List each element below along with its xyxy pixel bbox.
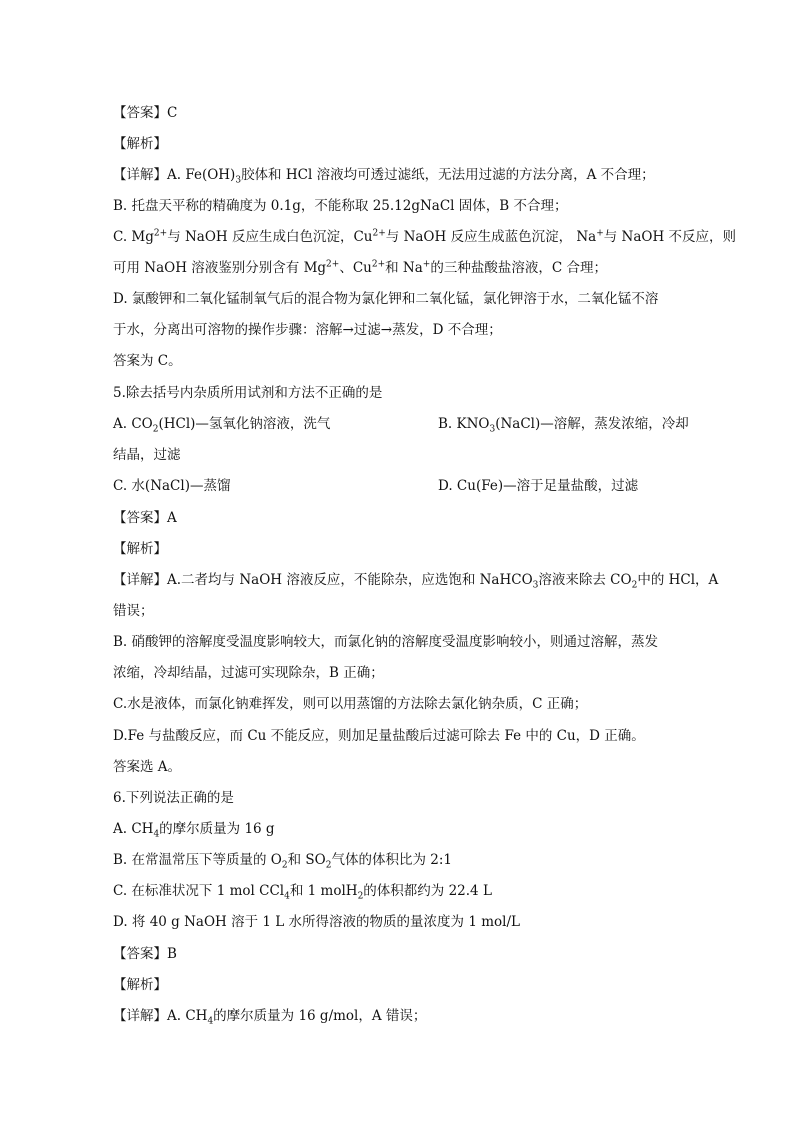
detail-line <box>113 320 502 340</box>
superscript: 2+ <box>372 228 386 239</box>
text-run: A. CO <box>113 416 153 432</box>
subscript: 3 <box>489 424 496 435</box>
text-run: 胶体和 HCl 溶液均可透过滤纸，无法用过滤的方法分离，A 不合理； <box>241 167 655 183</box>
answer-text: 【答案】B <box>113 946 177 962</box>
text-run: D.Fe 与盐酸反应，而 Cu 不能反应，则加足量盐酸后过滤可除去 Fe 中的 Cu，D 正确。 <box>113 728 645 744</box>
text-run: 答案选 A。 <box>113 759 182 775</box>
option-b <box>113 850 452 870</box>
superscript: 2+ <box>153 228 168 239</box>
text-run: B. 在常温常压下等质量的 O <box>113 852 282 868</box>
detail-line <box>113 196 568 216</box>
text-run: C.水是液体，而氯化钠难挥发，则可以用蒸馏的方法除去氯化钠杂质，C 正确； <box>113 696 588 712</box>
answer-label <box>113 944 177 964</box>
answer-label <box>113 508 177 528</box>
text-run: (HCl)—氢氧化钠溶液，洗气 <box>158 416 331 432</box>
option-d <box>113 912 520 932</box>
detail-line <box>113 258 607 278</box>
text-run: 6.下列说法正确的是 <box>113 790 234 806</box>
subscript: 2 <box>631 580 638 591</box>
text-run: 于水，分离出可溶物的操作步骤：溶解→过滤→蒸发，D 不合理； <box>113 322 502 338</box>
subscript: 2 <box>325 860 332 871</box>
option-b <box>438 414 689 434</box>
text-run: 的体积都约为 22.4 L <box>363 883 492 899</box>
superscript: 2+ <box>371 259 386 270</box>
text-run: 、Cu <box>339 260 372 276</box>
text-run: 【详解】A. Fe(OH) <box>113 167 236 183</box>
subscript: 2 <box>281 860 288 871</box>
text-run: 的三种盐酸盐溶液，C 合理； <box>430 260 607 276</box>
text-run: 错误； <box>113 603 154 619</box>
detail-line <box>113 227 736 247</box>
detail-line <box>113 726 645 746</box>
conclusion-line <box>113 351 182 371</box>
option-b-continued <box>113 445 181 465</box>
subscript: 4 <box>284 891 290 902</box>
analysis-text: 【解析】 <box>113 541 167 557</box>
text-run: 的摩尔质量为 16 g/mol，A 错误； <box>213 1008 427 1024</box>
detail-line <box>113 165 655 185</box>
text-run: 的摩尔质量为 16 g <box>159 821 275 837</box>
conclusion-line <box>113 757 181 777</box>
text-run: 和 Na <box>385 260 423 276</box>
detail-line <box>113 694 587 714</box>
text-run: 【详解】A. CH <box>113 1008 208 1024</box>
text-run: 与 NaOH 不反应，则 <box>603 229 737 245</box>
option-c <box>113 476 230 496</box>
superscript: + <box>422 259 431 270</box>
text-run: D. 氯酸钾和二氧化锰制氧气后的混合物为氯化钾和二氧化锰，氯化钾溶于水，二氧化锰不溶 <box>113 291 659 307</box>
analysis-label <box>113 134 167 154</box>
text-run: B. 硝酸钾的溶解度受温度影响较大，而氯化钠的溶解度受温度影响较小，则通过溶解，蒸发 <box>113 634 659 650</box>
text-run: D. Cu(Fe)—溶于足量盐酸，过滤 <box>438 478 639 494</box>
text-run: A. CH <box>113 821 154 837</box>
option-a <box>113 414 330 434</box>
text-run: C. 水(NaCl)—蒸馏 <box>113 478 231 494</box>
subscript: 2 <box>152 424 159 435</box>
detail-line <box>113 1006 426 1026</box>
question-stem <box>113 383 382 403</box>
subscript: 2 <box>357 891 364 902</box>
text-run: 【详解】A.二者均与 NaOH 溶液反应，不能除杂，应选饱和 NaHCO <box>113 572 533 588</box>
text-run: 可用 NaOH 溶液鉴别分别含有 Mg <box>113 260 327 276</box>
text-run: 溶液来除去 CO <box>538 572 632 588</box>
detail-line <box>113 632 658 652</box>
text-run: 5.除去括号内杂质所用试剂和方法不正确的是 <box>113 385 383 401</box>
text-run: 答案为 C。 <box>113 353 182 369</box>
text-run: 结晶，过滤 <box>113 447 181 463</box>
text-run: (NaCl)—溶解，蒸发浓缩，冷却 <box>495 416 689 432</box>
question-stem <box>113 788 234 808</box>
superscript: 2+ <box>326 259 340 270</box>
subscript: 3 <box>235 175 242 186</box>
text-run: 与 NaOH 反应生成蓝色沉淀， Na <box>385 229 597 245</box>
text-run: 与 NaOH 反应生成白色沉淀，Cu <box>167 229 373 245</box>
detail-line <box>113 601 154 621</box>
text-run: D. 将 40 g NaOH 溶于 1 L 水所得溶液的物质的量浓度为 1 mol/L <box>113 914 520 930</box>
text-run: B. 托盘天平称的精确度为 0.1g，不能称取 25.12gNaCl 固体，B 不合理； <box>113 198 568 214</box>
subscript: 3 <box>532 580 539 591</box>
analysis-text: 【解析】 <box>113 977 167 993</box>
subscript: 4 <box>153 829 160 840</box>
option-a <box>113 819 275 839</box>
text-run: C. Mg <box>113 229 154 245</box>
text-run: B. KNO <box>438 416 490 432</box>
subscript: 4 <box>207 1016 214 1027</box>
text-run: 中的 HCl，A <box>637 572 719 588</box>
answer-label <box>113 103 177 123</box>
detail-line <box>113 289 658 309</box>
detail-line <box>113 663 384 683</box>
text-run: 和 SO <box>287 852 326 868</box>
analysis-label <box>113 539 167 559</box>
text-run: 和 1 molH <box>289 883 358 899</box>
text-run: 气体的体积比为 2:1 <box>331 852 452 868</box>
option-d <box>438 476 638 496</box>
text-run: C. 在标准状况下 1 mol CCl <box>113 883 285 899</box>
option-c <box>113 881 492 901</box>
answer-text: 【答案】A <box>113 510 177 526</box>
analysis-text: 【解析】 <box>113 136 167 152</box>
answer-text: 【答案】C <box>113 105 178 121</box>
detail-line <box>113 570 718 590</box>
analysis-label <box>113 975 167 995</box>
superscript: + <box>596 228 604 239</box>
text-run: 浓缩，冷却结晶，过滤可实现除杂，B 正确； <box>113 665 384 681</box>
